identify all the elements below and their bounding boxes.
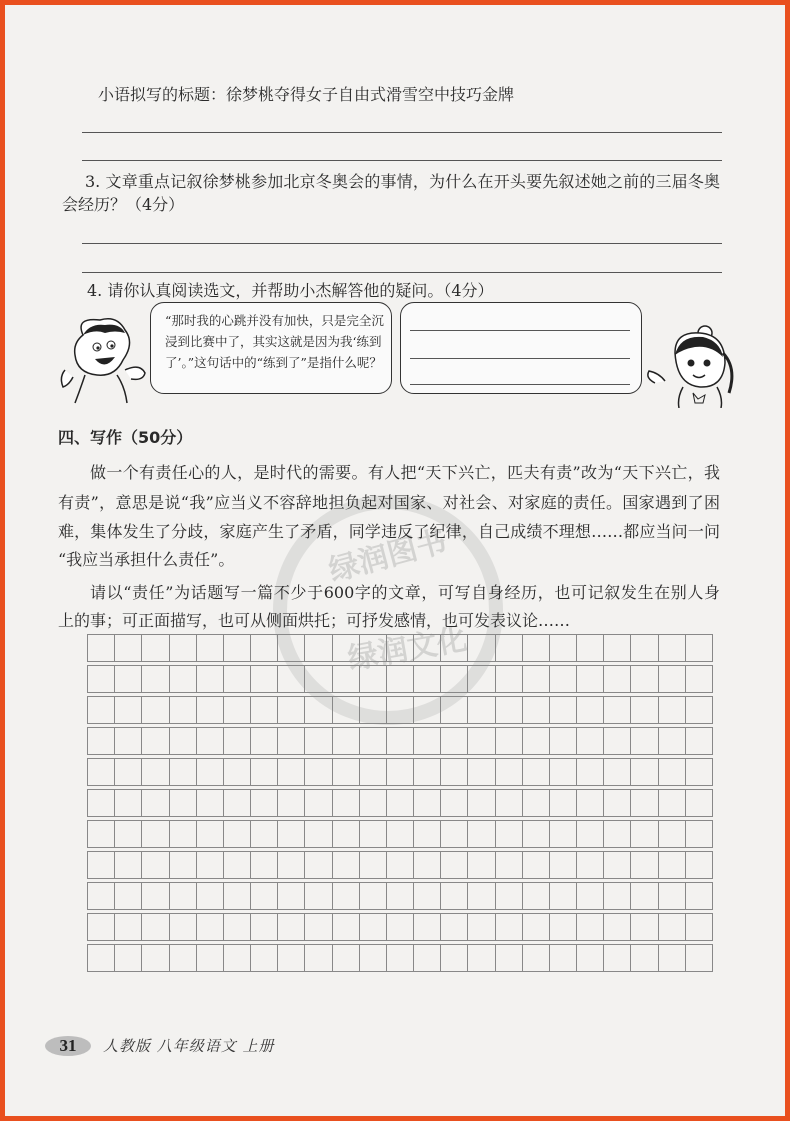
grid-cell[interactable] (278, 728, 305, 754)
grid-cell[interactable] (88, 666, 115, 692)
grid-cell[interactable] (631, 759, 658, 785)
grid-cell[interactable] (414, 883, 441, 909)
grid-cell[interactable] (224, 945, 251, 971)
grid-cell[interactable] (278, 759, 305, 785)
grid-cell[interactable] (604, 945, 631, 971)
grid-cell[interactable] (441, 790, 468, 816)
grid-cell[interactable] (659, 945, 686, 971)
grid-cell[interactable] (496, 945, 523, 971)
grid-cell[interactable] (468, 728, 495, 754)
grid-cell[interactable] (360, 852, 387, 878)
grid-cell[interactable] (224, 821, 251, 847)
prompt-para1-line: 有责”，意思是说“我”应当义不容辞地担负起对国家、对社会、对家庭的责任。国家遇到了困 (58, 493, 720, 512)
grid-cell[interactable] (197, 697, 224, 723)
grid-cell[interactable] (142, 697, 169, 723)
watermark-text-bottom: 绿润文化 (345, 621, 470, 678)
answer-line[interactable] (410, 330, 630, 331)
grid-cell[interactable] (115, 790, 142, 816)
grid-cell[interactable] (197, 914, 224, 940)
grid-cell[interactable] (659, 759, 686, 785)
grid-cell[interactable] (115, 914, 142, 940)
grid-cell[interactable] (631, 635, 658, 661)
grid-cell[interactable] (604, 759, 631, 785)
grid-cell[interactable] (577, 666, 604, 692)
grid-cell[interactable] (468, 666, 495, 692)
grid-cell[interactable] (88, 883, 115, 909)
grid-cell[interactable] (631, 914, 658, 940)
grid-cell[interactable] (170, 759, 197, 785)
grid-cell[interactable] (496, 759, 523, 785)
grid-cell[interactable] (251, 759, 278, 785)
grid-cell[interactable] (686, 883, 712, 909)
grid-cell[interactable] (550, 914, 577, 940)
q4-question: 4. 请你认真阅读选文，并帮助小杰解答他的疑问。（4分） (87, 281, 494, 300)
answer-line[interactable] (82, 272, 722, 273)
grid-cell[interactable] (360, 790, 387, 816)
grid-cell[interactable] (523, 852, 550, 878)
answer-line[interactable] (82, 132, 722, 133)
grid-cell[interactable] (577, 635, 604, 661)
grid-cell[interactable] (197, 728, 224, 754)
grid-cell[interactable] (414, 852, 441, 878)
grid-cell[interactable] (224, 914, 251, 940)
grid-cell[interactable] (170, 635, 197, 661)
grid-cell[interactable] (631, 666, 658, 692)
grid-cell[interactable] (631, 852, 658, 878)
grid-cell[interactable] (414, 790, 441, 816)
grid-cell[interactable] (305, 821, 332, 847)
grid-cell[interactable] (441, 666, 468, 692)
grid-cell[interactable] (197, 666, 224, 692)
grid-cell[interactable] (441, 914, 468, 940)
grid-cell[interactable] (251, 945, 278, 971)
grid-cell[interactable] (142, 883, 169, 909)
grid-cell[interactable] (496, 697, 523, 723)
grid-cell[interactable] (305, 790, 332, 816)
grid-cell[interactable] (333, 666, 360, 692)
grid-cell[interactable] (360, 759, 387, 785)
grid-cell[interactable] (333, 821, 360, 847)
grid-cell[interactable] (142, 759, 169, 785)
grid-cell[interactable] (631, 728, 658, 754)
grid-cell[interactable] (441, 883, 468, 909)
grid-cell[interactable] (224, 883, 251, 909)
grid-cell[interactable] (224, 635, 251, 661)
grid-cell[interactable] (577, 914, 604, 940)
grid-cell[interactable] (468, 945, 495, 971)
grid-cell[interactable] (115, 945, 142, 971)
grid-cell[interactable] (305, 666, 332, 692)
grid-cell[interactable] (686, 697, 712, 723)
grid-cell[interactable] (523, 821, 550, 847)
grid-cell[interactable] (414, 666, 441, 692)
grid-cell[interactable] (387, 666, 414, 692)
grid-cell[interactable] (278, 852, 305, 878)
grid-cell[interactable] (604, 914, 631, 940)
grid-cell[interactable] (577, 697, 604, 723)
grid-cell[interactable] (333, 945, 360, 971)
answer-line[interactable] (82, 160, 722, 161)
grid-row (87, 913, 713, 941)
grid-cell[interactable] (496, 821, 523, 847)
grid-cell[interactable] (142, 728, 169, 754)
grid-cell[interactable] (387, 852, 414, 878)
grid-cell[interactable] (224, 728, 251, 754)
watermark-text-top: 绿润图书 (325, 523, 451, 589)
grid-cell[interactable] (387, 728, 414, 754)
grid-cell[interactable] (333, 697, 360, 723)
grid-cell[interactable] (414, 914, 441, 940)
grid-cell[interactable] (659, 666, 686, 692)
grid-cell[interactable] (468, 790, 495, 816)
grid-cell[interactable] (387, 697, 414, 723)
grid-cell[interactable] (523, 666, 550, 692)
grid-cell[interactable] (631, 821, 658, 847)
grid-cell[interactable] (115, 883, 142, 909)
prompt-para2-line: 上的事；可正面描写，也可从侧面烘托；可抒发感情，也可发表议论…… (58, 611, 571, 630)
grid-cell[interactable] (441, 852, 468, 878)
composition-grid[interactable] (87, 634, 713, 975)
grid-cell[interactable] (142, 852, 169, 878)
grid-cell[interactable] (550, 728, 577, 754)
grid-cell[interactable] (360, 945, 387, 971)
grid-cell[interactable] (251, 914, 278, 940)
grid-cell[interactable] (278, 635, 305, 661)
grid-cell[interactable] (197, 759, 224, 785)
grid-cell[interactable] (197, 821, 224, 847)
grid-cell[interactable] (686, 759, 712, 785)
prompt-para1-line: “我应当承担什么责任”。 (58, 550, 235, 569)
grid-cell[interactable] (686, 914, 712, 940)
grid-cell[interactable] (468, 852, 495, 878)
grid-row (87, 758, 713, 786)
grid-cell[interactable] (468, 635, 495, 661)
grid-cell[interactable] (550, 821, 577, 847)
answer-line[interactable] (82, 243, 722, 244)
grid-cell[interactable] (278, 821, 305, 847)
grid-cell[interactable] (441, 945, 468, 971)
grid-cell[interactable] (686, 635, 712, 661)
grid-cell[interactable] (115, 666, 142, 692)
grid-cell[interactable] (251, 697, 278, 723)
grid-cell[interactable] (523, 759, 550, 785)
grid-cell[interactable] (414, 697, 441, 723)
grid-cell[interactable] (604, 790, 631, 816)
girl-illustration-icon (645, 323, 740, 408)
grid-cell[interactable] (496, 790, 523, 816)
section-heading-writing: 四、写作（50分） (58, 428, 193, 447)
grid-cell[interactable] (170, 852, 197, 878)
grid-cell[interactable] (577, 759, 604, 785)
grid-cell[interactable] (305, 883, 332, 909)
grid-cell[interactable] (387, 635, 414, 661)
grid-cell[interactable] (468, 821, 495, 847)
grid-cell[interactable] (88, 821, 115, 847)
grid-cell[interactable] (333, 759, 360, 785)
grid-cell[interactable] (496, 852, 523, 878)
grid-cell[interactable] (360, 914, 387, 940)
grid-cell[interactable] (251, 666, 278, 692)
grid-cell[interactable] (197, 790, 224, 816)
grid-cell[interactable] (659, 914, 686, 940)
grid-cell[interactable] (441, 821, 468, 847)
grid-cell[interactable] (550, 790, 577, 816)
grid-cell[interactable] (197, 945, 224, 971)
grid-row (87, 851, 713, 879)
grid-cell[interactable] (88, 635, 115, 661)
grid-row (87, 882, 713, 910)
grid-cell[interactable] (550, 759, 577, 785)
grid-cell[interactable] (604, 728, 631, 754)
grid-cell[interactable] (224, 666, 251, 692)
grid-cell[interactable] (224, 852, 251, 878)
grid-cell[interactable] (224, 790, 251, 816)
grid-cell[interactable] (115, 759, 142, 785)
grid-cell[interactable] (142, 790, 169, 816)
grid-cell[interactable] (604, 883, 631, 909)
grid-cell[interactable] (197, 852, 224, 878)
grid-cell[interactable] (115, 635, 142, 661)
grid-cell[interactable] (360, 821, 387, 847)
grid-cell[interactable] (550, 635, 577, 661)
grid-cell[interactable] (414, 759, 441, 785)
grid-cell[interactable] (333, 852, 360, 878)
grid-cell[interactable] (278, 790, 305, 816)
grid-cell[interactable] (251, 728, 278, 754)
q3-question-line2: 会经历？（4分） (62, 195, 185, 214)
grid-cell[interactable] (251, 635, 278, 661)
grid-cell[interactable] (170, 728, 197, 754)
grid-cell[interactable] (251, 821, 278, 847)
grid-cell[interactable] (360, 728, 387, 754)
grid-cell[interactable] (604, 666, 631, 692)
grid-row (87, 696, 713, 724)
grid-cell[interactable] (251, 883, 278, 909)
grid-cell[interactable] (170, 821, 197, 847)
grid-cell[interactable] (88, 790, 115, 816)
grid-cell[interactable] (387, 945, 414, 971)
grid-cell[interactable] (577, 728, 604, 754)
grid-cell[interactable] (523, 945, 550, 971)
grid-cell[interactable] (115, 821, 142, 847)
grid-cell[interactable] (550, 883, 577, 909)
grid-cell[interactable] (387, 759, 414, 785)
grid-cell[interactable] (360, 883, 387, 909)
grid-cell[interactable] (142, 914, 169, 940)
grid-cell[interactable] (333, 914, 360, 940)
grid-cell[interactable] (659, 821, 686, 847)
grid-cell[interactable] (414, 635, 441, 661)
grid-cell[interactable] (550, 852, 577, 878)
grid-row (87, 820, 713, 848)
grid-cell[interactable] (577, 790, 604, 816)
grid-cell[interactable] (577, 945, 604, 971)
grid-cell[interactable] (523, 883, 550, 909)
grid-cell[interactable] (170, 666, 197, 692)
grid-cell[interactable] (523, 790, 550, 816)
grid-cell[interactable] (523, 914, 550, 940)
grid-cell[interactable] (305, 759, 332, 785)
grid-cell[interactable] (170, 883, 197, 909)
grid-row (87, 665, 713, 693)
grid-cell[interactable] (468, 759, 495, 785)
grid-cell[interactable] (577, 852, 604, 878)
grid-cell[interactable] (496, 883, 523, 909)
grid-cell[interactable] (305, 914, 332, 940)
prompt-para2-line: 请以“责任”为话题写一篇不少于600字的文章，可写自身经历，也可记叙发生在别人身 (90, 583, 720, 602)
grid-cell[interactable] (659, 697, 686, 723)
grid-cell[interactable] (441, 728, 468, 754)
grid-cell[interactable] (333, 728, 360, 754)
grid-cell[interactable] (115, 852, 142, 878)
grid-cell[interactable] (251, 852, 278, 878)
grid-cell[interactable] (414, 945, 441, 971)
grid-cell[interactable] (659, 852, 686, 878)
grid-row (87, 727, 713, 755)
grid-cell[interactable] (523, 728, 550, 754)
grid-cell[interactable] (604, 697, 631, 723)
grid-cell[interactable] (631, 945, 658, 971)
grid-cell[interactable] (604, 635, 631, 661)
grid-cell[interactable] (496, 914, 523, 940)
grid-cell[interactable] (224, 697, 251, 723)
grid-cell[interactable] (278, 666, 305, 692)
grid-cell[interactable] (414, 728, 441, 754)
grid-cell[interactable] (305, 852, 332, 878)
grid-row (87, 944, 713, 972)
grid-row (87, 789, 713, 817)
grid-cell[interactable] (441, 697, 468, 723)
grid-cell[interactable] (88, 697, 115, 723)
grid-cell[interactable] (468, 914, 495, 940)
grid-cell[interactable] (496, 728, 523, 754)
grid-cell[interactable] (115, 728, 142, 754)
grid-cell[interactable] (251, 790, 278, 816)
grid-cell[interactable] (305, 697, 332, 723)
grid-cell[interactable] (305, 635, 332, 661)
grid-cell[interactable] (360, 697, 387, 723)
grid-cell[interactable] (659, 790, 686, 816)
grid-cell[interactable] (523, 635, 550, 661)
q3-question-line1: 3. 文章重点记叙徐梦桃参加北京冬奥会的事情，为什么在开头要先叙述她之前的三届冬奥 (85, 172, 720, 191)
prompt-para1-line: 难，集体发生了分歧，家庭产生了矛盾，同学违反了纪律，自己成绩不理想……都应当问一问 (58, 522, 720, 541)
grid-cell[interactable] (88, 759, 115, 785)
grid-cell[interactable] (387, 821, 414, 847)
grid-cell[interactable] (278, 883, 305, 909)
grid-cell[interactable] (387, 790, 414, 816)
grid-cell[interactable] (686, 821, 712, 847)
grid-cell[interactable] (550, 666, 577, 692)
grid-cell[interactable] (686, 852, 712, 878)
grid-cell[interactable] (441, 759, 468, 785)
grid-cell[interactable] (659, 635, 686, 661)
grid-cell[interactable] (142, 635, 169, 661)
grid-cell[interactable] (659, 728, 686, 754)
grid-cell[interactable] (142, 945, 169, 971)
grid-cell[interactable] (170, 790, 197, 816)
grid-cell[interactable] (604, 852, 631, 878)
grid-cell[interactable] (414, 821, 441, 847)
grid-cell[interactable] (333, 790, 360, 816)
workbook-page (5, 5, 785, 1116)
prompt-para1-line: 做一个有责任心的人，是时代的需要。有人把“天下兴亡，匹夫有责”改为“天下兴亡，我 (90, 463, 720, 482)
grid-cell[interactable] (224, 759, 251, 785)
grid-cell[interactable] (142, 666, 169, 692)
page-number-badge: 31 (45, 1036, 91, 1056)
grid-cell[interactable] (659, 883, 686, 909)
grid-cell[interactable] (468, 697, 495, 723)
book-info: 人教版 八年级语文 上册 (103, 1037, 275, 1055)
grid-cell[interactable] (441, 635, 468, 661)
grid-cell[interactable] (387, 914, 414, 940)
grid-cell[interactable] (468, 883, 495, 909)
grid-cell[interactable] (496, 635, 523, 661)
grid-cell[interactable] (686, 790, 712, 816)
grid-cell[interactable] (631, 697, 658, 723)
grid-cell[interactable] (88, 728, 115, 754)
grid-row (87, 634, 713, 662)
grid-cell[interactable] (170, 914, 197, 940)
grid-cell[interactable] (686, 728, 712, 754)
grid-cell[interactable] (88, 852, 115, 878)
grid-cell[interactable] (278, 914, 305, 940)
grid-cell[interactable] (142, 821, 169, 847)
grid-cell[interactable] (523, 697, 550, 723)
grid-cell[interactable] (170, 697, 197, 723)
answer-speech-bubble[interactable] (400, 302, 642, 394)
grid-cell[interactable] (387, 883, 414, 909)
grid-cell[interactable] (631, 790, 658, 816)
boy-speech-text: “那时我的心跳并没有加快，只是完全沉浸到比赛中了，其实这就是因为我‘练到了’。”这句话中的“练到了”是指什么呢？ (165, 313, 384, 370)
grid-cell[interactable] (360, 666, 387, 692)
answer-line[interactable] (410, 358, 630, 359)
grid-cell[interactable] (604, 821, 631, 847)
grid-cell[interactable] (115, 697, 142, 723)
boy-illustration-icon (55, 315, 155, 405)
q2-title-text: 小语拟写的标题：徐梦桃夺得女子自由式滑雪空中技巧金牌 (98, 85, 515, 104)
grid-cell[interactable] (170, 945, 197, 971)
grid-cell[interactable] (197, 635, 224, 661)
grid-cell[interactable] (686, 666, 712, 692)
grid-cell[interactable] (278, 945, 305, 971)
grid-cell[interactable] (360, 635, 387, 661)
grid-cell[interactable] (550, 945, 577, 971)
grid-cell[interactable] (496, 666, 523, 692)
grid-cell[interactable] (197, 883, 224, 909)
grid-cell[interactable] (550, 697, 577, 723)
grid-cell[interactable] (305, 945, 332, 971)
grid-cell[interactable] (278, 697, 305, 723)
grid-cell[interactable] (577, 883, 604, 909)
grid-cell[interactable] (631, 883, 658, 909)
grid-cell[interactable] (88, 914, 115, 940)
grid-cell[interactable] (577, 821, 604, 847)
grid-cell[interactable] (333, 635, 360, 661)
grid-cell[interactable] (686, 945, 712, 971)
grid-cell[interactable] (305, 728, 332, 754)
answer-line[interactable] (410, 384, 630, 385)
grid-cell[interactable] (88, 945, 115, 971)
grid-cell[interactable] (333, 883, 360, 909)
